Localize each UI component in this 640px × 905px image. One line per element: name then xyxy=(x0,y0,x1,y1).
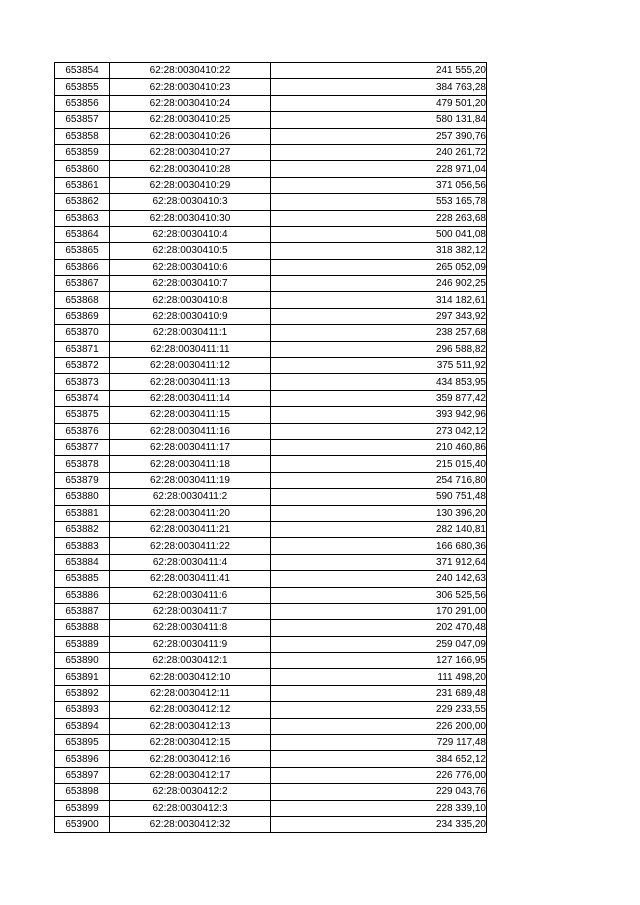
cadastral-value-cell: 359 877,42 xyxy=(271,390,487,406)
cadastral-number-cell: 62:28:0030411:17 xyxy=(110,439,271,455)
row-id-cell: 653878 xyxy=(55,456,110,472)
cadastral-number-cell: 62:28:0030410:26 xyxy=(110,128,271,144)
row-id-cell: 653870 xyxy=(55,325,110,341)
table-row xyxy=(55,800,487,816)
row-id-cell: 653869 xyxy=(55,308,110,324)
cadastral-value-cell: 296 588,82 xyxy=(271,341,487,357)
table-row xyxy=(55,358,487,374)
table-row xyxy=(55,816,487,832)
cadastral-value-cell: 384 652,12 xyxy=(271,751,487,767)
table-row xyxy=(55,718,487,734)
row-id-cell: 653892 xyxy=(55,685,110,701)
row-id-cell: 653887 xyxy=(55,603,110,619)
table-row xyxy=(55,456,487,472)
table-row xyxy=(55,653,487,669)
row-id-cell: 653872 xyxy=(55,358,110,374)
row-id-cell: 653859 xyxy=(55,144,110,160)
cadastral-value-cell: 590 751,48 xyxy=(271,489,487,505)
cadastral-number-cell: 62:28:0030411:9 xyxy=(110,636,271,652)
table-row xyxy=(55,784,487,800)
cadastral-number-cell: 62:28:0030411:16 xyxy=(110,423,271,439)
cadastral-value-cell: 384 763,28 xyxy=(271,79,487,95)
table-row xyxy=(55,735,487,751)
row-id-cell: 653896 xyxy=(55,751,110,767)
cadastral-value-cell: 210 460,86 xyxy=(271,439,487,455)
row-id-cell: 653890 xyxy=(55,653,110,669)
cadastral-number-cell: 62:28:0030412:13 xyxy=(110,718,271,734)
table-row xyxy=(55,226,487,242)
row-id-cell: 653860 xyxy=(55,161,110,177)
row-id-cell: 653899 xyxy=(55,800,110,816)
table-row xyxy=(55,259,487,275)
row-id-cell: 653876 xyxy=(55,423,110,439)
cadastral-number-cell: 62:28:0030410:24 xyxy=(110,95,271,111)
cadastral-number-cell: 62:28:0030411:20 xyxy=(110,505,271,521)
table-row xyxy=(55,669,487,685)
cadastral-value-cell: 500 041,08 xyxy=(271,226,487,242)
row-id-cell: 653898 xyxy=(55,784,110,800)
row-id-cell: 653880 xyxy=(55,489,110,505)
cadastral-number-cell: 62:28:0030410:27 xyxy=(110,144,271,160)
cadastral-number-cell: 62:28:0030410:5 xyxy=(110,243,271,259)
cadastral-number-cell: 62:28:0030411:22 xyxy=(110,538,271,554)
table-row xyxy=(55,472,487,488)
cadastral-number-cell: 62:28:0030411:8 xyxy=(110,620,271,636)
table-row xyxy=(55,112,487,128)
cadastral-number-cell: 62:28:0030412:12 xyxy=(110,702,271,718)
row-id-cell: 653891 xyxy=(55,669,110,685)
cadastral-number-cell: 62:28:0030411:7 xyxy=(110,603,271,619)
table-row xyxy=(55,538,487,554)
cadastral-number-cell: 62:28:0030411:41 xyxy=(110,571,271,587)
table-row xyxy=(55,571,487,587)
cadastral-value-cell: 282 140,81 xyxy=(271,521,487,537)
cadastral-value-cell: 111 498,20 xyxy=(271,669,487,685)
cadastral-value-cell: 371 912,64 xyxy=(271,554,487,570)
cadastral-number-cell: 62:28:0030411:11 xyxy=(110,341,271,357)
cadastral-value-cell: 240 142,63 xyxy=(271,571,487,587)
cadastral-number-cell: 62:28:0030411:19 xyxy=(110,472,271,488)
table-row xyxy=(55,407,487,423)
table-row xyxy=(55,767,487,783)
cadastral-number-cell: 62:28:0030411:12 xyxy=(110,358,271,374)
table-row xyxy=(55,95,487,111)
row-id-cell: 653889 xyxy=(55,636,110,652)
cadastral-number-cell: 62:28:0030411:6 xyxy=(110,587,271,603)
row-id-cell: 653877 xyxy=(55,439,110,455)
cadastral-number-cell: 62:28:0030410:29 xyxy=(110,177,271,193)
table-row xyxy=(55,374,487,390)
cadastral-number-cell: 62:28:0030411:21 xyxy=(110,521,271,537)
cadastral-value-cell: 314 182,61 xyxy=(271,292,487,308)
table-row xyxy=(55,390,487,406)
cadastral-value-cell: 375 511,92 xyxy=(271,358,487,374)
table-row xyxy=(55,702,487,718)
table-row xyxy=(55,144,487,160)
cadastral-number-cell: 62:28:0030411:18 xyxy=(110,456,271,472)
cadastral-number-cell: 62:28:0030410:9 xyxy=(110,308,271,324)
cadastral-number-cell: 62:28:0030410:22 xyxy=(110,63,271,79)
row-id-cell: 653894 xyxy=(55,718,110,734)
cadastral-value-cell: 297 343,92 xyxy=(271,308,487,324)
cadastral-number-cell: 62:28:0030411:13 xyxy=(110,374,271,390)
table-row xyxy=(55,276,487,292)
row-id-cell: 653854 xyxy=(55,63,110,79)
cadastral-value-cell: 318 382,12 xyxy=(271,243,487,259)
table-row xyxy=(55,341,487,357)
cadastral-number-cell: 62:28:0030411:1 xyxy=(110,325,271,341)
cadastral-number-cell: 62:28:0030412:17 xyxy=(110,767,271,783)
cadastral-number-cell: 62:28:0030412:10 xyxy=(110,669,271,685)
cadastral-number-cell: 62:28:0030412:16 xyxy=(110,751,271,767)
table-row xyxy=(55,292,487,308)
row-id-cell: 653882 xyxy=(55,521,110,537)
row-id-cell: 653864 xyxy=(55,226,110,242)
cadastral-value-cell: 580 131,84 xyxy=(271,112,487,128)
row-id-cell: 653855 xyxy=(55,79,110,95)
table-row xyxy=(55,489,487,505)
cadastral-value-cell: 234 335,20 xyxy=(271,816,487,832)
table-row xyxy=(55,505,487,521)
row-id-cell: 653881 xyxy=(55,505,110,521)
table-row xyxy=(55,308,487,324)
row-id-cell: 653856 xyxy=(55,95,110,111)
cadastral-value-cell: 229 043,76 xyxy=(271,784,487,800)
cadastral-number-cell: 62:28:0030411:4 xyxy=(110,554,271,570)
cadastral-number-cell: 62:28:0030412:1 xyxy=(110,653,271,669)
cadastral-number-cell: 62:28:0030412:2 xyxy=(110,784,271,800)
cadastral-value-cell: 393 942,96 xyxy=(271,407,487,423)
cadastral-value-cell: 238 257,68 xyxy=(271,325,487,341)
row-id-cell: 653900 xyxy=(55,816,110,832)
cadastral-number-cell: 62:28:0030410:28 xyxy=(110,161,271,177)
table-row xyxy=(55,79,487,95)
cadastral-value-cell: 202 470,48 xyxy=(271,620,487,636)
cadastral-number-cell: 62:28:0030410:6 xyxy=(110,259,271,275)
cadastral-number-cell: 62:28:0030410:8 xyxy=(110,292,271,308)
cadastral-value-cell: 273 042,12 xyxy=(271,423,487,439)
table-row xyxy=(55,423,487,439)
cadastral-number-cell: 62:28:0030410:23 xyxy=(110,79,271,95)
table-row xyxy=(55,161,487,177)
cadastral-number-cell: 62:28:0030410:7 xyxy=(110,276,271,292)
cadastral-value-cell: 240 261,72 xyxy=(271,144,487,160)
row-id-cell: 653884 xyxy=(55,554,110,570)
table-row xyxy=(55,554,487,570)
row-id-cell: 653893 xyxy=(55,702,110,718)
cadastral-number-cell: 62:28:0030410:30 xyxy=(110,210,271,226)
cadastral-number-cell: 62:28:0030412:11 xyxy=(110,685,271,701)
cadastral-value-cell: 729 117,48 xyxy=(271,735,487,751)
cadastral-value-cell: 241 555,20 xyxy=(271,63,487,79)
table-row xyxy=(55,128,487,144)
cadastral-value-cell: 226 200,00 xyxy=(271,718,487,734)
row-id-cell: 653868 xyxy=(55,292,110,308)
cadastral-number-cell: 62:28:0030410:3 xyxy=(110,194,271,210)
row-id-cell: 653867 xyxy=(55,276,110,292)
cadastral-number-cell: 62:28:0030410:4 xyxy=(110,226,271,242)
table-row xyxy=(55,636,487,652)
table-row xyxy=(55,751,487,767)
table-row xyxy=(55,587,487,603)
table-row xyxy=(55,685,487,701)
row-id-cell: 653883 xyxy=(55,538,110,554)
table-row xyxy=(55,63,487,79)
table-row xyxy=(55,521,487,537)
row-id-cell: 653862 xyxy=(55,194,110,210)
cadastral-value-cell: 553 165,78 xyxy=(271,194,487,210)
cadastral-number-cell: 62:28:0030412:32 xyxy=(110,816,271,832)
row-id-cell: 653888 xyxy=(55,620,110,636)
table-row xyxy=(55,210,487,226)
cadastral-number-cell: 62:28:0030410:25 xyxy=(110,112,271,128)
cadastral-value-cell: 479 501,20 xyxy=(271,95,487,111)
cadastral-value-cell: 231 689,48 xyxy=(271,685,487,701)
table-row xyxy=(55,177,487,193)
cadastral-value-cell: 170 291,00 xyxy=(271,603,487,619)
cadastral-value-cell: 226 776,00 xyxy=(271,767,487,783)
cadastral-value-cell: 259 047,09 xyxy=(271,636,487,652)
cadastral-number-cell: 62:28:0030412:3 xyxy=(110,800,271,816)
cadastral-value-cell: 434 853,95 xyxy=(271,374,487,390)
row-id-cell: 653865 xyxy=(55,243,110,259)
row-id-cell: 653866 xyxy=(55,259,110,275)
cadastral-value-cell: 246 902,25 xyxy=(271,276,487,292)
table-row xyxy=(55,620,487,636)
row-id-cell: 653857 xyxy=(55,112,110,128)
table-row xyxy=(55,439,487,455)
table-row xyxy=(55,194,487,210)
cadastral-value-cell: 265 052,09 xyxy=(271,259,487,275)
cadastral-value-cell: 371 056,56 xyxy=(271,177,487,193)
table-body xyxy=(55,63,487,833)
row-id-cell: 653861 xyxy=(55,177,110,193)
cadastral-number-cell: 62:28:0030411:14 xyxy=(110,390,271,406)
table-row xyxy=(55,325,487,341)
row-id-cell: 653885 xyxy=(55,571,110,587)
row-id-cell: 653871 xyxy=(55,341,110,357)
table-row xyxy=(55,603,487,619)
cadastral-value-cell: 127 166,95 xyxy=(271,653,487,669)
cadastral-value-cell: 130 396,20 xyxy=(271,505,487,521)
cadastral-value-cell: 166 680,36 xyxy=(271,538,487,554)
cadastral-value-cell: 228 971,04 xyxy=(271,161,487,177)
cadastral-number-cell: 62:28:0030412:15 xyxy=(110,735,271,751)
row-id-cell: 653897 xyxy=(55,767,110,783)
cadastral-value-cell: 254 716,80 xyxy=(271,472,487,488)
table-row xyxy=(55,243,487,259)
cadastral-value-cell: 228 339,10 xyxy=(271,800,487,816)
row-id-cell: 653873 xyxy=(55,374,110,390)
row-id-cell: 653858 xyxy=(55,128,110,144)
row-id-cell: 653874 xyxy=(55,390,110,406)
cadastral-value-cell: 215 015,40 xyxy=(271,456,487,472)
row-id-cell: 653879 xyxy=(55,472,110,488)
row-id-cell: 653886 xyxy=(55,587,110,603)
cadastral-value-cell: 228 263,68 xyxy=(271,210,487,226)
cadastral-number-cell: 62:28:0030411:2 xyxy=(110,489,271,505)
cadastral-value-cell: 229 233,55 xyxy=(271,702,487,718)
cadastral-number-cell: 62:28:0030411:15 xyxy=(110,407,271,423)
cadastral-value-cell: 257 390,76 xyxy=(271,128,487,144)
cadastral-value-cell: 306 525,56 xyxy=(271,587,487,603)
cadastral-value-table xyxy=(54,62,487,833)
row-id-cell: 653863 xyxy=(55,210,110,226)
row-id-cell: 653895 xyxy=(55,735,110,751)
row-id-cell: 653875 xyxy=(55,407,110,423)
